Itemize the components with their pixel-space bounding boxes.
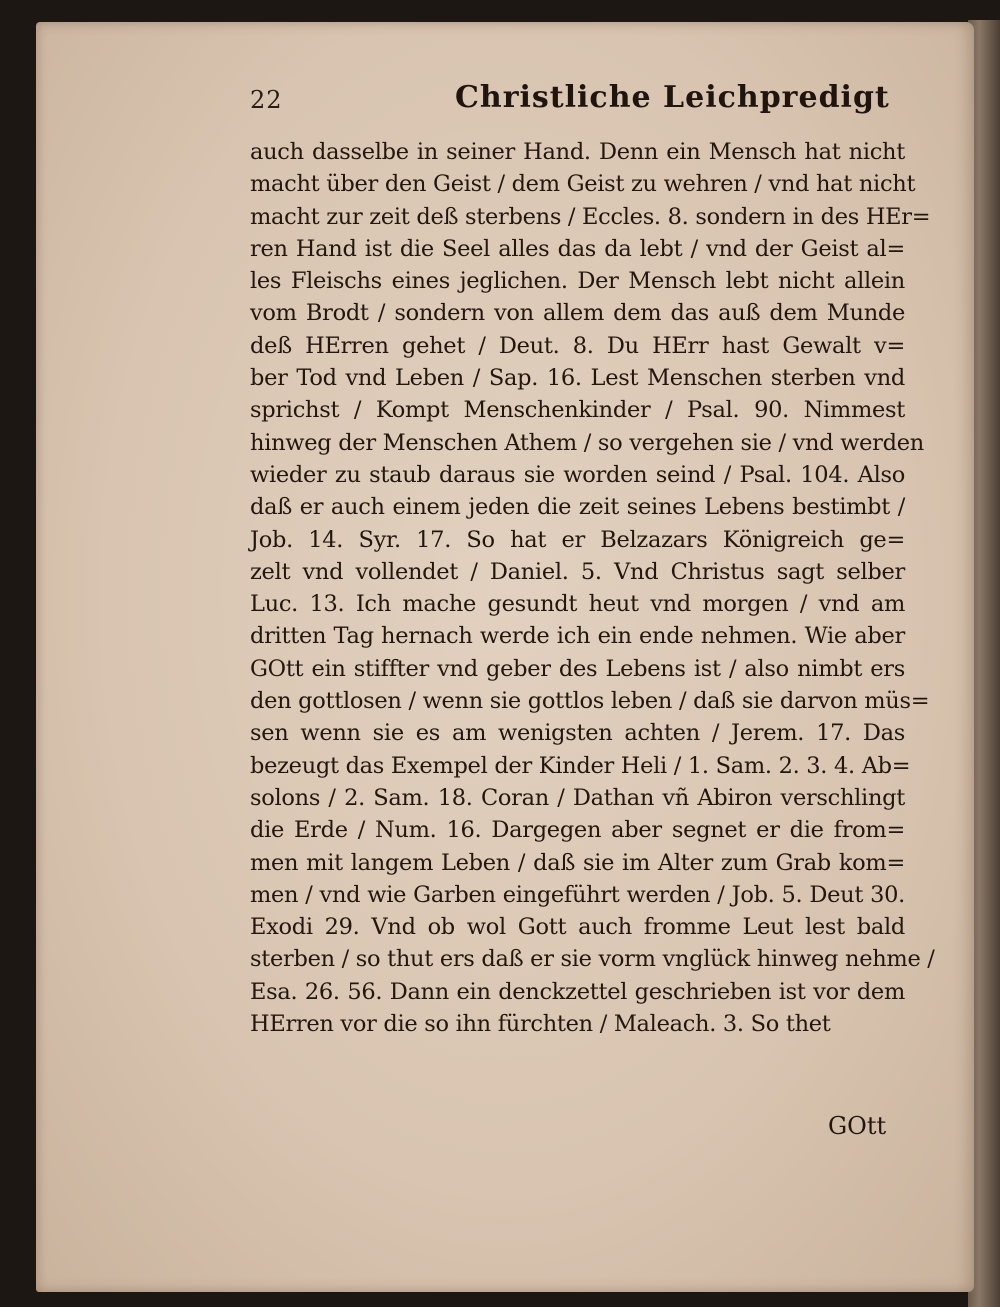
text-line: sen wenn sie es am wenigsten achten / Jerem. 17. Das [250, 720, 905, 747]
page-number: 22 [250, 86, 283, 114]
text-line: ber Tod vnd Leben / Sap. 16. Lest Menschen sterben vnd [250, 365, 905, 392]
text-line: solons / 2. Sam. 18. Coran / Dathan vñ Abiron verschlingt [250, 784, 905, 811]
running-head: Christliche Leichpredigt [455, 80, 890, 115]
text-line: men / vnd wie Garben eingeführt werden / Job. 5. Deut 30. [250, 881, 905, 908]
text-line: die Erde / Num. 16. Dargegen aber segnet er die from= [250, 817, 905, 844]
text-line: bezeugt das Exempel der Kinder Heli / 1. Sam. 2. 3. 4. Ab= [250, 752, 911, 779]
body-text [250, 136, 935, 1040]
text-line: les Fleischs eines jeglichen. Der Mensch lebt nicht allein [250, 268, 905, 295]
text-line: GOtt ein stiffter vnd geber des Lebens ist / also nimbt ers [250, 655, 905, 682]
text-line: HErren vor die so ihn fürchten / Maleach. 3. So thet [250, 1011, 831, 1038]
text-line: Job. 14. Syr. 17. So hat er Belzazars Königreich ge= [250, 526, 905, 553]
text-line: Esa. 26. 56. Dann ein denckzettel geschrieben ist vor dem [250, 978, 905, 1005]
text-line: sprichst / Kompt Menschenkinder / Psal. 90. Nimmest [250, 397, 905, 424]
text-line: sterben / so thut ers daß er sie vorm vnglück hinweg nehme / [250, 946, 935, 973]
text-line: Exodi 29. Vnd ob wol Gott auch fromme Leut lest bald [250, 914, 905, 941]
text-line: auch dasselbe in seiner Hand. Denn ein Mensch hat nicht [250, 139, 905, 165]
text-line: vom Brodt / sondern von allem dem das auß dem Munde [250, 300, 905, 327]
text-line: den gottlosen / wenn sie gottlos leben / daß sie darvon müs= [250, 688, 930, 715]
text-line: dritten Tag hernach werde ich ein ende nehmen. Wie aber [250, 623, 905, 650]
text-line: daß er auch einem jeden die zeit seines Lebens bestimbt / [250, 494, 905, 521]
text-line: macht zur zeit deß sterbens / Eccles. 8. sondern in des HEr= [250, 203, 931, 230]
text-line: macht über den Geist / dem Geist zu wehren / vnd hat nicht [250, 171, 916, 198]
text-line: ren Hand ist die Seel alles das da lebt / vnd der Geist al= [250, 235, 905, 262]
text-line: Luc. 13. Ich mache gesundt heut vnd morgen / vnd am [250, 591, 905, 618]
text-line: zelt vnd vollendet / Daniel. 5. Vnd Christus sagt selber [250, 558, 905, 585]
text-line: deß HErren gehet / Deut. 8. Du HErr hast Gewalt v= [250, 332, 905, 359]
text-line: hinweg der Menschen Athem / so vergehen sie / vnd werden [250, 429, 924, 456]
text-line: men mit langem Leben / daß sie im Alter zum Grab kom= [250, 849, 905, 876]
text-line: wieder zu staub daraus sie worden seind / Psal. 104. Also [250, 461, 905, 488]
catchword: GOtt [828, 1112, 887, 1140]
